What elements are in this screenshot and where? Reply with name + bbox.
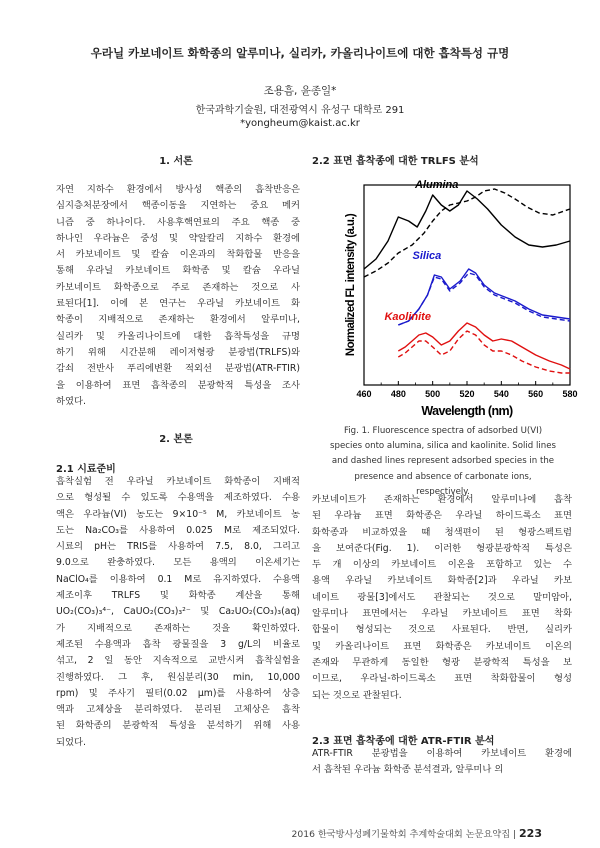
section-2-1-line: rpm) 및 주사기 필터(0.02 μm)를 사용하여 상층 bbox=[56, 687, 300, 699]
intro-line: 심지층처분장에서 핵종이동을 지연하는 중요 메커 bbox=[56, 200, 300, 212]
caption-line: Fig. 1. Fluorescence spectra of adsorbed U(VI) bbox=[343, 426, 543, 436]
intro-line: 카보네이트 화학종으로 주로 존재하는 것으로 사 bbox=[56, 281, 300, 293]
section-2-2-line: 이므로, 우라닐-하이드록소 표면 착화합물이 형성 bbox=[312, 673, 572, 685]
figure-caption bbox=[312, 424, 574, 500]
intro-line: 통해 우라닐 카보네이트 화학종 및 칼슘 우라닐 bbox=[56, 265, 300, 277]
paper-title: 우라닐 카보네이트 화학종의 알루미나, 실리카, 카올리나이트에 대한 흡착특성 규명 bbox=[90, 46, 510, 60]
section-2-1-line: 진행하였다. 그 후, 원심분리(30 min, 10,000 bbox=[56, 671, 300, 683]
intro-line: 하나인 우라늄은 중성 및 약알칼리 지하수 환경에 bbox=[56, 232, 300, 244]
section-2-2-line: 된 우라늄 표면 화학종은 우라닐 하이드록소 표면 bbox=[312, 510, 572, 522]
intro-line: 하기 위해 시간분해 레이저형광 분광법(TRLFS)와 bbox=[56, 346, 300, 358]
section-2-1-line: 시료의 pH는 TRIS를 사용하여 7.5, 8.0, 그리고 bbox=[56, 541, 300, 553]
footer-separator: | bbox=[513, 829, 520, 840]
series-kaolinite-solid bbox=[398, 323, 570, 369]
series-kaolinite-dashed bbox=[398, 331, 570, 373]
section-2-1-heading: 2.1 시료준비 bbox=[56, 464, 116, 475]
intro-line: 감쇠 전반사 푸리에변환 적외선 분광법(ATR-FTIR) bbox=[56, 363, 300, 375]
y-axis-label: Normalized FL intensity (a.u.) bbox=[345, 213, 357, 357]
section-2-1-line: 으로 형성될 수 있도록 수용액을 제조하였다. 수용 bbox=[56, 492, 300, 504]
curve-label-silica: Silica bbox=[412, 250, 442, 262]
page-number: 223 bbox=[519, 827, 542, 840]
curve-label-alumina: Alumina bbox=[415, 179, 459, 191]
intro-line: 서 카보네이트 및 칼슘 이온과의 착화합물 반응을 bbox=[56, 249, 300, 261]
section-2-2-line: 을 보여준다(Fig. 1). 이러한 형광분광학적 특성은 bbox=[312, 542, 572, 554]
page-footer bbox=[292, 826, 542, 840]
section-2-2-line: 알루미나 표면에서는 우라닐 카보네이트 표면 착화 bbox=[312, 608, 572, 620]
section-2-1-line: 된 화학종의 분광학적 특성을 분석하기 위해 사용 bbox=[56, 720, 300, 732]
section-2-1-line: UO₂(CO₃)₃⁴⁻, CaUO₂(CO₃)₃²⁻ 및 Ca₂UO₂(CO₃)₃(aq) bbox=[56, 606, 300, 618]
intro-line: 을 이용하여 표면 흡착종의 분광학적 특성을 조사 bbox=[56, 379, 300, 391]
series-alumina-solid bbox=[364, 191, 570, 269]
section-2-2-line: 네이트 광물[3]에서도 관찰되는 것으로 말미암아, bbox=[312, 591, 572, 603]
intro-line: 자연 지하수 환경에서 방사성 핵종의 흡착반응은 bbox=[56, 184, 300, 195]
section-2-1-line: 흡착실험 전 우라닐 카보네이트 화학종이 지배적 bbox=[56, 476, 300, 487]
intro-heading: 1. 서론 bbox=[159, 156, 193, 167]
section-2-1-line: 제조이후 TRLFS 및 화학종 계산을 통해 bbox=[56, 590, 300, 602]
section-2-1-line: 액과 고체상을 분리하였다. 분리된 고체상은 흡착 bbox=[56, 704, 300, 716]
body-heading: 2. 본론 bbox=[159, 434, 193, 445]
section-2-1-line: 액은 우라늄(VI) 농도는 9×10⁻⁵ M, 카보네이트 농 bbox=[56, 508, 300, 520]
section-2-1-line: 섞고, 2 일 동안 지속적으로 교반시켜 흡착실험을 bbox=[56, 655, 300, 667]
intro-line: 하였다. bbox=[56, 395, 86, 407]
section-2-2-line: 두 개 이상의 카보네이트 이온을 포함하고 있는 수 bbox=[312, 559, 572, 571]
x-tick-label: 540 bbox=[493, 389, 509, 399]
section-2-2-paragraph bbox=[312, 492, 572, 704]
caption-line: species onto alumina, silica and kaolinite. Solid lines bbox=[330, 441, 556, 452]
intro-line: 료된다[1]. 이에 본 연구는 우라닐 카보네이트 화 bbox=[56, 298, 300, 310]
section-2-3-line: ATR-FTIR 분광법을 이용하여 카보네이트 환경에 bbox=[312, 748, 572, 759]
x-tick-label: 480 bbox=[390, 389, 406, 399]
authors: 조용흠, 윤종일* bbox=[263, 85, 337, 97]
curve-label-kaolinite: Kaolinite bbox=[384, 311, 431, 323]
section-2-2-line: 합물이 형성되는 것으로 사료된다. 반면, 실리카 bbox=[312, 624, 572, 636]
section-2-3-line: 서 흡착된 우라늄 화학종 분석결과, 알루미나 의 bbox=[312, 764, 504, 776]
section-2-2-line: 용액 우라닐 카보네이트 화학종[2]과 우라닐 카보 bbox=[312, 575, 572, 587]
section-2-2-line: 카보네이트가 존재하는 환경에서 알루미나에 흡착 bbox=[312, 494, 572, 505]
section-2-2-line: 화학종과 비교하였을 때 청색편이 된 형광스펙트럼 bbox=[312, 526, 572, 538]
section-2-1-line: 9.0으로 완충하였다. 모든 용액의 이온세기는 bbox=[56, 557, 300, 569]
series-alumina-dashed bbox=[364, 189, 570, 277]
section-2-1-line: 되었다. bbox=[56, 736, 86, 748]
x-axis-label: Wavelength (nm) bbox=[421, 404, 513, 418]
x-tick-label: 500 bbox=[425, 389, 441, 399]
email: *yongheum@kaist.ac.kr bbox=[240, 118, 360, 129]
section-2-2-line: 및 카올리나이트 표면 화학종은 카보네이트 이온의 bbox=[312, 640, 572, 652]
section-2-3-heading: 2.3 표면 흡착종에 대한 ATR-FTIR 분석 bbox=[312, 736, 495, 747]
affiliation: 한국과학기술원, 대전광역시 유성구 대학로 291 bbox=[195, 105, 405, 116]
intro-paragraph bbox=[56, 182, 300, 410]
caption-line: and dashed lines represent adsorbed species in the bbox=[331, 456, 555, 467]
section-2-2-heading: 2.2 표면 흡착종에 대한 TRLFS 분석 bbox=[312, 156, 479, 167]
x-tick-label: 460 bbox=[356, 389, 372, 399]
section-2-1-line: 가 지배적으로 존재하는 것을 확인하였다. bbox=[56, 622, 300, 634]
fluorescence-chart bbox=[312, 175, 582, 420]
intro-line: 학종이 지배적으로 존재하는 환경에서 알루미나, bbox=[56, 314, 300, 326]
x-tick-label: 580 bbox=[562, 389, 578, 399]
intro-line: 니즘 중 하나이다. 사용후핵연료의 주요 핵종 중 bbox=[56, 216, 300, 228]
section-2-2-line: 되는 것으로 관찰된다. bbox=[312, 689, 402, 701]
x-tick-label: 520 bbox=[459, 389, 475, 399]
section-2-1-line: 제조된 수용액과 흡착 광물질을 3 g/L의 비율로 bbox=[56, 638, 300, 650]
plot-frame bbox=[364, 185, 570, 385]
section-2-1-line: NaClO₄를 이용하여 0.1 M로 유지하였다. 수용액 bbox=[56, 573, 300, 585]
intro-line: 실리카 및 카올리나이트에 대한 흡착특성을 규명 bbox=[56, 330, 300, 342]
section-2-1-line: 도는 Na₂CO₃를 사용하여 0.025 M로 제조되었다. bbox=[56, 524, 300, 536]
section-2-2-line: 존재와 무관하게 동일한 형광 분광학적 특성을 보 bbox=[312, 656, 572, 668]
section-2-3-paragraph bbox=[312, 746, 572, 779]
caption-line: presence and absence of carbonate ions, bbox=[354, 471, 532, 482]
x-tick-label: 560 bbox=[528, 389, 544, 399]
caption-line: respectively. bbox=[416, 486, 470, 497]
section-2-1-paragraph bbox=[56, 474, 300, 751]
footer-text: 2016 한국방사성폐기물학회 추계학술대회 논문요약집 bbox=[291, 829, 511, 840]
